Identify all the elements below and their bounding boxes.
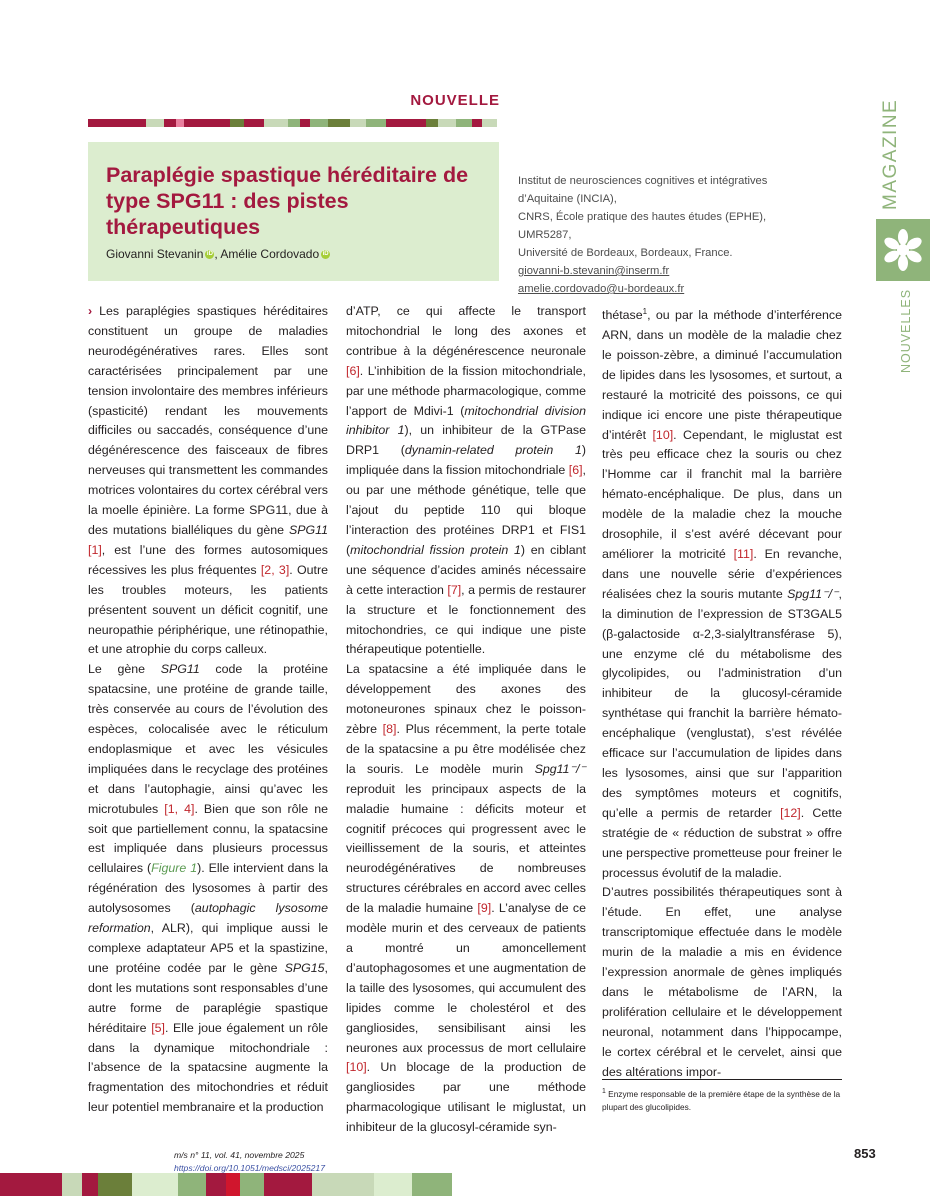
strip-segment	[30, 1173, 62, 1196]
reference-link[interactable]: [6]	[346, 363, 360, 378]
reference-link[interactable]: [9]	[477, 901, 492, 916]
title-box	[88, 142, 499, 281]
strip-segment	[350, 119, 366, 127]
strip-segment	[300, 119, 310, 127]
reference-link[interactable]: [10]	[652, 427, 674, 442]
strip-segment	[176, 119, 184, 127]
text-run: thétase	[602, 308, 643, 323]
footnote	[602, 1085, 842, 1114]
orcid-icon[interactable]: iD	[206, 251, 213, 258]
text-run: ), un inhibiteur de la GTPase DRP1 (	[346, 423, 586, 458]
italic-text: mitochondrial fission protein 1	[350, 542, 521, 557]
italic-text: SPG15	[284, 960, 325, 975]
strip-segment	[482, 119, 497, 127]
reference-link[interactable]: [2, 3]	[260, 562, 290, 577]
author-name: Amélie Cordovado	[220, 247, 320, 261]
body-paragraph	[346, 660, 586, 1138]
affiliation-line: Université de Bordeaux, Bordeaux, France.	[518, 247, 733, 259]
strip-segment	[244, 119, 264, 127]
footnote-mark: 1	[602, 1088, 606, 1095]
text-run: , ou par une méthode génétique, telle que l’ajout du peptide 110 qui bloque l’interaction des protéines DRP1 et FIS1 (	[346, 463, 586, 557]
italic-text: SPG11	[288, 522, 328, 537]
strip-segment	[178, 1173, 206, 1196]
text-run: . Plus récemment, la perte totale de la spatacsine a pu être modélisée chez la souris. Le modèle murin	[346, 722, 586, 776]
text-run: ) impliquée dans la fission mitochondriale	[346, 443, 587, 478]
reference-link[interactable]: [1, 4]	[164, 801, 195, 816]
strip-segment	[264, 119, 288, 127]
nouvelles-label: NOUVELLES	[899, 288, 913, 373]
italic-text: SPG11	[160, 662, 200, 677]
email-link[interactable]: amelie.cordovado@u-bordeaux.fr	[518, 283, 685, 295]
body-paragraph	[602, 883, 842, 1082]
strip-segment	[310, 119, 328, 127]
strip-segment	[214, 119, 230, 127]
italic-text: Spg11⁻/⁻	[534, 761, 586, 776]
strip-segment	[0, 1173, 30, 1196]
text-run: . Un blocage de la production de gangliosides par une méthode pharmacologique utilisant le miglustat, un inhibiteur de la glucosyl-céramide syn-	[346, 1060, 586, 1135]
text-run: . Elle joue également un rôle dans la dynamique mitochondriale : l’absence de la spatacsine augmente la fragmentation des mitochondries et réduit leur potentiel membranaire et la production	[88, 1020, 328, 1115]
text-run: La spatacsine a été impliquée dans le développement des axones des motoneurones spinaux chez le poisson-zèbre	[346, 662, 586, 737]
strip-segment	[98, 1173, 132, 1196]
text-run: . Cette stratégie de « réduction de substrat » offre une perspective prometteuse pour freiner le processus évolutif de la maladie.	[602, 805, 842, 880]
text-run: , dont les mutations sont responsables d’une autre forme de paraplégie spastique héréditaire	[88, 960, 328, 1035]
affiliation-line: Institut de neurosciences cognitives et intégratives	[518, 175, 768, 187]
strip-segment	[146, 119, 164, 127]
italic-text: autophagic lysosome reformation	[88, 901, 328, 936]
magazine-label: MAGAZINE	[880, 98, 901, 210]
text-column-2	[346, 302, 586, 1138]
strip-segment	[62, 1173, 82, 1196]
strip-segment	[426, 119, 438, 127]
affiliation-line: d’Aquitaine (INCIA),	[518, 193, 617, 205]
strip-segment	[328, 119, 350, 127]
text-run: Le gène	[88, 662, 161, 677]
text-run: . Cependant, le miglustat est très peu efficace chez la souris ou chez l’Homme car il franchit mal la barrière hémato-encéphalique. De plus, dans un modèle de la maladie chez la mouche drosophile, il s’est avéré décevant pour améliorer la motricité	[602, 427, 842, 561]
strip-segment	[400, 119, 426, 127]
body-paragraph	[88, 660, 328, 1118]
figure-link[interactable]: Figure 1	[151, 861, 198, 876]
strip-segment	[240, 1173, 264, 1196]
strip-segment	[264, 1173, 312, 1196]
strip-segment	[374, 1173, 412, 1196]
strip-segment	[472, 119, 482, 127]
strip-segment	[288, 119, 300, 127]
asterisk-gear-icon	[876, 219, 930, 281]
italic-text: Spg11⁻/⁻	[787, 586, 839, 601]
reference-link[interactable]: [1]	[88, 542, 102, 557]
strip-segment	[230, 119, 244, 127]
strip-segment	[456, 119, 472, 127]
reference-link[interactable]: [5]	[151, 1020, 165, 1035]
author-separator: ,	[214, 247, 221, 261]
strip-segment	[366, 119, 386, 127]
text-run: Les paraplégies spastiques héréditaires constituent un groupe de maladies neurodégénératives rares. Elles sont caractérisées principalement par une tension involontaire des membres inférieurs (spasticité) rendant les mouvements difficiles ou saccadés, conséquence d’une dégénérescence des faisceaux de fibres nerveuses qui transmettent les commandes motrices volontaires du cortex cérébral vers la moelle épinière. La forme SPG11, due à des mutations bialléliques du gène	[88, 304, 328, 537]
orcid-icon[interactable]: iD	[322, 251, 329, 258]
doi-link[interactable]: https://doi.org/10.1051/medsci/2025217	[174, 1163, 325, 1173]
reference-link[interactable]: [11]	[733, 547, 754, 561]
text-run: . En revanche, dans une nouvelle série d’expériences réalisées chez la souris mutante	[602, 547, 842, 601]
strip-segment	[110, 119, 146, 127]
journal-reference	[174, 1149, 325, 1175]
email-link[interactable]: giovanni-b.stevanin@inserm.fr	[518, 265, 670, 277]
text-run: , a permis de restaurer la structure et le fonctionnement des mitochondries, ce qui indique une piste thérapeutique potentielle.	[346, 582, 586, 657]
strip-segment	[226, 1173, 240, 1196]
affiliation-line: CNRS, École pratique des hautes études (EPHE), UMR5287,	[518, 211, 767, 241]
strip-segment	[164, 119, 176, 127]
text-run: ). Elle intervient dans la régénération des lysosomes à partir des autolysosomes (	[88, 861, 328, 916]
strip-segment	[82, 1173, 98, 1196]
body-paragraph	[602, 302, 842, 883]
footnote-text: Enzyme responsable de la première étape de la synthèse de la plupart des glucolipides.	[602, 1088, 841, 1112]
strip-segment	[88, 119, 110, 127]
text-run: , la diminution de l’expression de ST3GAL5 (β-galactoside α-2,3-sialyltransférase 5), une enzyme clé du métabolisme des glycolipides, ou l’administration d’un inhibiteur de la glucosyl-céramide synthétase qui franchit la barrière hémato-encéphalique (venglustat), s’est révélée efficace sur l’accumulation de lipides dans les lysosomes, ainsi que sur l’apparition des symptômes moteurs et cognitifs, qu’elle a permis de retarder	[602, 586, 842, 820]
reference-link[interactable]: [12]	[780, 805, 801, 820]
text-run: d’ATP, ce qui affecte le transport mitochondrial le long des axones et contribue à la dégénérescence neuronale	[346, 304, 586, 358]
bottom-color-strip	[0, 1173, 452, 1196]
reference-link[interactable]: [10]	[346, 1060, 367, 1075]
strip-segment	[206, 1173, 226, 1196]
strip-segment	[132, 1173, 178, 1196]
strip-segment	[386, 119, 400, 127]
lead-marker: ›	[88, 304, 100, 318]
journal-citation: m/s n° 11, vol. 41, novembre 2025	[174, 1150, 305, 1160]
strip-segment	[312, 1173, 374, 1196]
strip-segment	[412, 1173, 452, 1196]
affiliation-block	[518, 172, 818, 298]
reference-link[interactable]: [7]	[447, 582, 462, 597]
text-run: . Outre les troubles moteurs, les patients présentent souvent un déficit cognitif, une neuropathie périphérique, une rétinopathie, et une atrophie du corps calleux.	[88, 562, 329, 657]
reference-link[interactable]: [6]	[568, 463, 583, 478]
text-run: ) en ciblant une séquence d’acides aminés nécessaire à cette interaction	[346, 542, 586, 597]
article-title: Paraplégie spastique héréditaire de type SPG11 : des pistes thérapeutiques	[106, 163, 469, 239]
text-run: . L’inhibition de la fission mitochondriale, par une méthode pharmacologique, comme l’apport de Mdivi-1 (	[346, 363, 586, 418]
reference-link[interactable]: [8]	[382, 722, 397, 737]
body-paragraph	[88, 302, 328, 660]
text-run: . Bien que son rôle ne soit que partiellement connu, la spatacsine est impliquée dans plusieurs processus cellulaires (	[88, 801, 328, 876]
text-run: , est l’une des formes autosomiques récessives les plus fréquentes	[88, 542, 328, 577]
strip-segment	[438, 119, 456, 127]
section-emblem	[876, 219, 930, 281]
text-run: code la protéine spatacsine, une protéine de grande taille, très conservée au cours de l’évolution des espèces, colocalisée avec le réticulum endoplasmique et avec les vésicules impliquées dans le recyclage des protéines et dans l’autophagie, ainsi qu’avec les microtubules	[88, 662, 329, 816]
text-run: D’autres possibilités thérapeutiques sont à l’étude. En effet, une analyse transcriptomique effectuée dans le modèle murin de la maladie a mis en évidence l’expression anormale de gènes impliqués dans le métabolisme de l’ARN, la prolifération cellulaire et le développement neuronal, notamment dans l’hippocampe, le cortex cérébral et le cervelet, ainsi que des altérations impor-	[602, 885, 842, 1079]
italic-text: mitochondrial division inhibitor 1	[346, 403, 586, 438]
author-name: Giovanni Stevanin	[106, 247, 204, 261]
body-paragraph	[346, 302, 586, 660]
page-number: 853	[854, 1146, 876, 1161]
footnote-rule	[602, 1079, 842, 1080]
strip-segment	[184, 119, 214, 127]
text-column-3	[602, 302, 842, 1082]
text-run: reproduit les principaux aspects de la maladie humaine : déficits moteur et cognitif précoces qui progressent avec le vieillissement de la souris, et atteintes neurodégénératives de nombreuses structures cérébrales en accord avec celles de la maladie humaine	[346, 781, 586, 916]
top-color-strip	[88, 119, 499, 127]
author-list	[106, 247, 330, 261]
text-column-1	[88, 302, 328, 1118]
text-run: , ou par la méthode d’interférence ARN, dans un modèle de la maladie chez le poisson-zèbre, a diminué l’accumulation de lipides dans les lysosomes, et surtout, a restauré la motricité des poissons, ce qui indique ici encore une piste thérapeutique d’intérêt	[602, 308, 842, 442]
section-label: NOUVELLE	[410, 92, 500, 109]
text-run: , ALR), qui implique aussi le complexe adaptateur AP5 et la spastizine, une protéine codée par le gène	[88, 921, 328, 975]
text-run: . L’analyse de ce modèle murin et des cerveaux de patients a montré un amoncellement d’autophagosomes et une augmentation de la taille des lysosomes, qui accumulent des lipides comme le cholestérol et des gangliosides, sensibilisant ainsi les neurones aux processus de mort cellulaire	[346, 901, 586, 1055]
footnote-ref[interactable]: 1	[642, 307, 648, 316]
italic-text: dynamin-related protein 1	[404, 443, 582, 458]
